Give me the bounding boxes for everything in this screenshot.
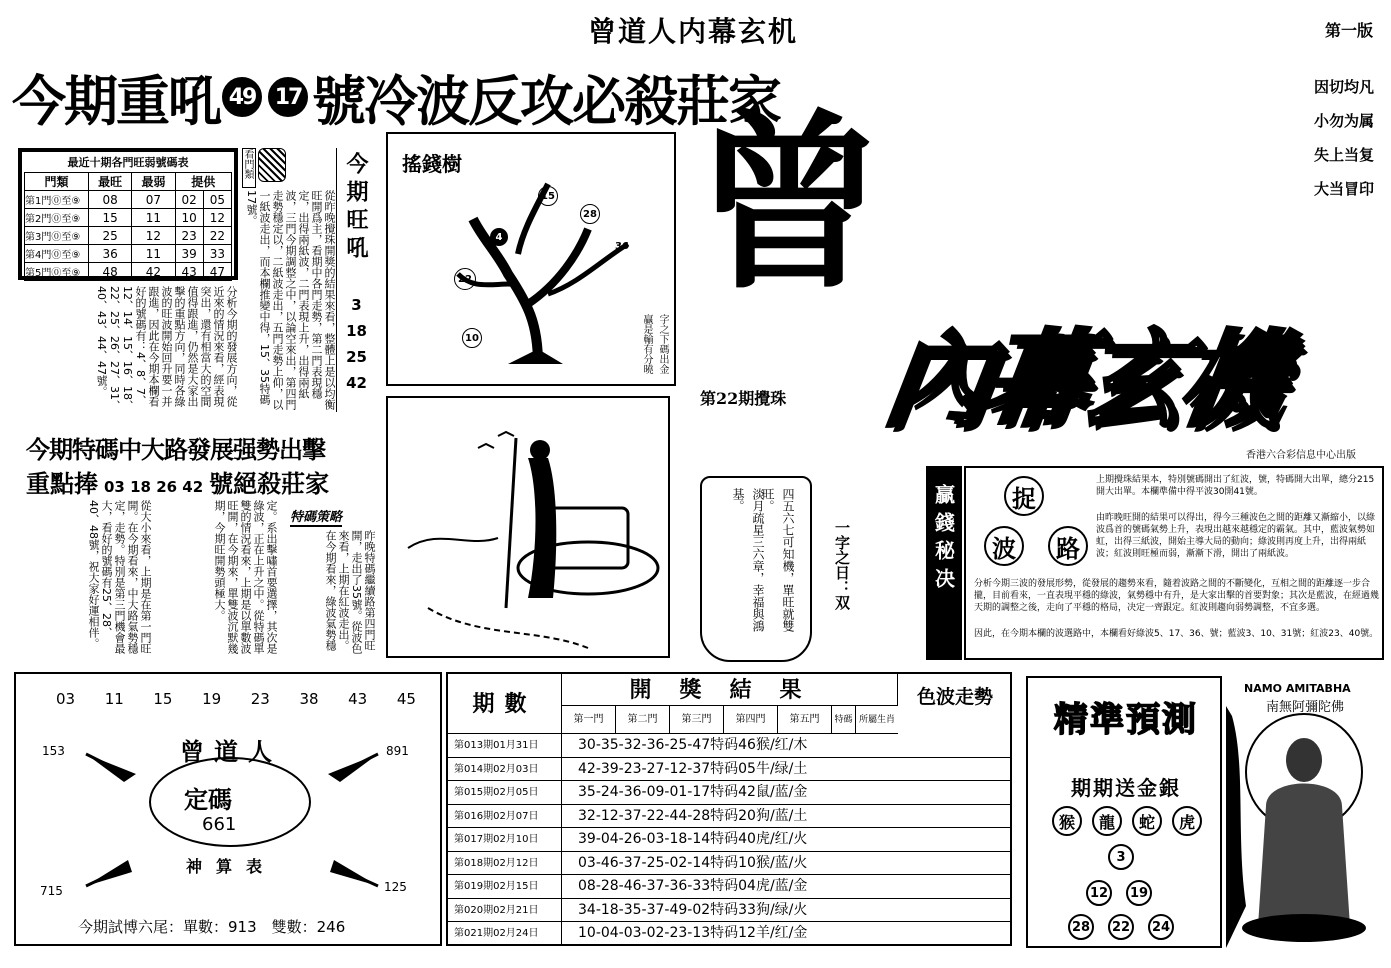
cell: 23	[175, 227, 203, 245]
secret-tag: 波	[984, 526, 1024, 566]
result-numbers: 39-04-26-03-18-14特码40虎/红/火	[578, 831, 808, 847]
tree-ball: 28	[580, 204, 600, 224]
row-label: 第2門⓪至⑨	[25, 209, 89, 227]
table-row	[448, 758, 1010, 782]
tree-ball: 15	[538, 186, 558, 206]
wang-hou-num: 3	[351, 296, 362, 314]
results-box	[446, 672, 1012, 946]
dingma-corner: 715	[40, 884, 63, 898]
wang-hou-box	[336, 148, 376, 412]
secret-side	[926, 466, 962, 660]
result-period: 第015期02月05日	[448, 781, 562, 804]
gold-art-title: 精準預測	[1054, 700, 1198, 740]
result-numbers: 35-24-36-09-01-17特码42鼠/蓝/金	[578, 784, 808, 800]
special-col-a: 昨晚特碼繼續路第四門旺開，走出了35號。從波色來看，上期在紅波走出。在今期看來，綠波氣勢穩	[324, 530, 376, 654]
cell: 11	[132, 245, 175, 263]
gold-ball: 12	[1086, 880, 1112, 906]
gold-ball: 19	[1126, 880, 1152, 906]
row-label: 第1門⓪至⑨	[25, 191, 89, 209]
results-col: 第五門	[778, 706, 832, 733]
zodiac-badge: 虎	[1172, 806, 1202, 836]
table-row	[448, 852, 1010, 876]
cell: 36	[89, 245, 132, 263]
result-numbers: 30-35-32-36-25-47特码46猴/红/木	[578, 737, 808, 753]
headline-num1: 49	[222, 77, 262, 117]
fisherman-art	[388, 398, 668, 656]
gold-ball: 24	[1148, 914, 1174, 940]
cell: 43	[175, 263, 203, 281]
money-tree-title: 搖錢樹	[402, 152, 462, 176]
headline-pre: 今期重吼	[12, 69, 220, 133]
cell: 25	[89, 227, 132, 245]
result-numbers: 42-39-23-27-12-37特码05牛/绿/土	[578, 760, 808, 777]
results-col: 第一門	[562, 706, 616, 733]
dingma-num: 03	[56, 690, 76, 708]
secret-side-label: 贏錢秘决	[931, 484, 956, 596]
result-numbers: 03-46-37-25-02-14特码10猴/蓝/火	[578, 854, 808, 871]
cell: 48	[89, 263, 132, 281]
wang-hou-num: 18	[346, 322, 367, 340]
buddha-figure	[1226, 676, 1382, 948]
table-row	[25, 209, 232, 227]
table-row	[448, 734, 1010, 758]
gold-ball: 3	[1108, 844, 1134, 870]
wang-hou-num: 25	[346, 348, 367, 366]
secret-p3: 分析今期三波的發展形勢，從發展的趨勢來看，隨着波路之間的不斷變化，互相之間的距離逐一步合攏，目前看來，一直表現平穩的綠波，氣勢穩中有升，是大家出擊的首要對象；其次是藍波，在經過幾天期的調整之後，走向了平穩的格局，决定一齊跟定。紅波則趨向弱勢調整，不宜多選。	[974, 579, 1380, 613]
right-motto	[1314, 70, 1382, 206]
table-row	[448, 922, 1010, 946]
buddha-box	[1226, 676, 1382, 948]
hot-table-header: 最旺	[89, 173, 132, 191]
dingma-title: 曾道人	[180, 737, 282, 766]
dingma-value: 661	[202, 814, 237, 835]
results-col: 特碼	[832, 706, 856, 733]
cell: 08	[89, 191, 132, 209]
results-rows	[448, 734, 1010, 946]
headline-post: 號冷波反攻必殺莊家	[312, 69, 780, 133]
special-line1: 今期特碼中大路發展强勢出擊	[26, 436, 325, 464]
hot-table-header: 最弱	[132, 173, 175, 191]
secret-tag: 路	[1048, 526, 1088, 566]
results-col: 第四門	[724, 706, 778, 733]
scroll-line2: 淡月疏星三六章，幸福與鴻基。	[731, 488, 765, 632]
results-col: 第二門	[616, 706, 670, 733]
results-period-label: 期數	[448, 674, 562, 734]
result-period: 第013期01月31日	[448, 734, 562, 757]
gold-ball: 22	[1108, 914, 1134, 940]
special-line2-pre: 重點捧	[26, 470, 98, 498]
wang-hou-num: 42	[346, 374, 367, 392]
hot-table-title: 最近十期各門旺弱號碼表	[67, 156, 189, 169]
result-period: 第019期02月15日	[448, 875, 562, 898]
table-row	[25, 245, 232, 263]
results-col: 所屬生肖	[858, 715, 895, 725]
special-line2	[26, 464, 329, 499]
hot-table-box	[18, 148, 238, 280]
secret-p4: 因此，在今期本欄的波選路中，本欄看好綠波5、17、36、號；藍波3、10、31號；紅波23、40號。	[974, 629, 1379, 639]
row-label: 第5門⓪至⑨	[25, 263, 89, 281]
secret-intro: 上期攪珠結果本，特別號碼開出了紅波，號，特碼開大出單，總分215開大出單。本欄準備中得平波30開41號。	[1096, 475, 1375, 497]
dingma-num: 19	[202, 690, 222, 708]
result-numbers: 34-18-35-37-49-02特码33狗/绿/火	[578, 901, 808, 918]
row-label: 第3門⓪至⑨	[25, 227, 89, 245]
analysis-text: 從昨晚攪珠開獎的結果來看，整體上是以均衡旺開爲主，看期中各門走勢，第二門表現穩定，出得兩紙波，二門表現上升，出得兩紙波，三門今期調整之中，以論空來出，第四門走勢穩定以，二紙波走出，五門走勢上仰，以一紙波走出，而本欄推變中得，15、35特碼17號。	[245, 190, 336, 410]
dingma-footer: 今期試博六尾：單數：913 雙數：246	[78, 918, 346, 936]
secret-tag: 捉	[1004, 476, 1044, 516]
special-col-c: 從大小來看，上期是在第一門旺開。在今期看來，中大路氣勢穩定，走勢。特別是第三門機會最大，看好的號碼有25、28、40、48號，祝大家好運相伴。	[87, 500, 152, 654]
dingma-num: 11	[104, 690, 124, 708]
cell: 33	[203, 245, 231, 263]
motto-line: 因切均凡	[1314, 78, 1375, 96]
gold-slogan: 期期送金銀	[1071, 776, 1181, 800]
result-period: 第020期02月21日	[448, 899, 562, 922]
masthead: 曾道人内幕玄机	[588, 15, 799, 48]
result-numbers: 32-12-37-22-44-28特码20狗/蓝/土	[578, 807, 808, 824]
gold-ball: 28	[1068, 914, 1094, 940]
table-row	[448, 781, 1010, 805]
dingma-num: 38	[299, 690, 319, 708]
big-character: 曾	[694, 92, 885, 315]
cell: 12	[132, 227, 175, 245]
dingma-num: 15	[153, 690, 173, 708]
wang-hou-title: 今期旺吼	[343, 152, 369, 264]
edition-label: 第一版	[1325, 21, 1374, 40]
hot-table-header: 門類	[25, 173, 89, 191]
results-title: 開獎結果	[562, 674, 898, 706]
zodiac-badge: 龍	[1092, 806, 1122, 836]
result-numbers: 10-04-03-02-23-13特码12羊/红/金	[578, 925, 808, 941]
table-row	[448, 805, 1010, 829]
tree-ball: 4	[490, 228, 508, 246]
dingma-sub: 神算表	[185, 857, 276, 876]
results-col: 第三門	[670, 706, 724, 733]
result-period: 第021期02月24日	[448, 922, 562, 946]
table-row	[448, 828, 1010, 852]
headline	[12, 62, 780, 132]
money-tree-box	[386, 132, 676, 386]
cell: 11	[132, 209, 175, 227]
dingma-num: 43	[348, 690, 368, 708]
cell: 05	[203, 191, 231, 209]
hand-icon	[258, 148, 286, 182]
cell: 47	[203, 263, 231, 281]
buddha-cn: 南無阿彌陀佛	[1266, 700, 1345, 715]
zodiac-badge: 蛇	[1132, 806, 1162, 836]
motto-line: 小勿为属	[1314, 112, 1375, 130]
cell: 22	[203, 227, 231, 245]
dingma-num: 45	[396, 690, 416, 708]
secret-box	[964, 466, 1384, 660]
scroll-box	[700, 476, 812, 662]
secret-p2: 由昨晚旺開的結果可以得出，得今三種波色之間的距離又漸縮小，以綠波爲首的號碼氣勢上升，表現出越來越穩定的霸氣。其中，藍波氣勢如虹，出得三紙波，開始主導大局的動向；綠波則再度上升，出得兩紙波；紅波則旺極而弱，漸漸下滑，開出了兩紙波。	[1096, 513, 1376, 559]
special-col-b: 定。系出擊嘯首要選擇，其次是綠波，正在上升之中。從特碼單雙的情況看來，上期是以單數波旺開，在今期來，單雙波沉默幾期，今期旺開勢頭極大。	[213, 500, 278, 654]
dingma-corner: 125	[384, 880, 407, 894]
headline-num2: 17	[268, 77, 308, 117]
result-period: 第017期02月10日	[448, 828, 562, 851]
cell: 15	[89, 209, 132, 227]
scroll-line1: 四五六七可知機，單旺就雙旺。	[761, 488, 795, 632]
table-row	[25, 227, 232, 245]
dingma-num: 23	[250, 690, 270, 708]
tree-caption: 第22期攪珠	[700, 389, 787, 408]
tree-ball: 10	[462, 328, 482, 348]
hot-table	[24, 172, 232, 281]
dingma-corner: 153	[42, 744, 65, 758]
cell: 07	[132, 191, 175, 209]
tree-ball: 22	[454, 268, 476, 290]
result-period: 第014期02月03日	[448, 758, 562, 781]
row-label: 第4門⓪至⑨	[25, 245, 89, 263]
motto-line: 大当冒印	[1314, 180, 1375, 198]
dingma-box	[14, 672, 442, 946]
table-row	[25, 191, 232, 209]
look-label: 看門類	[242, 148, 256, 188]
zodiac-badge: 猴	[1052, 806, 1082, 836]
riddle-label: 一字之日：双	[833, 520, 851, 610]
publisher: 香港六合彩信息中心出版	[1246, 450, 1356, 461]
cell: 10	[175, 209, 203, 227]
strategy-label: 特碼策略	[290, 506, 342, 527]
cell: 12	[203, 209, 231, 227]
analysis-text-2: 分析今期的發展方向，從近來的情況來看，經表現突出，還有相當大的空間值得跟進，仍然是大家出擊的重點方向，同時各綠波的旺波開始回升要一并跟進，因此在今期本欄看好的號碼有：4、8、7、12、14、15、16、18、22、25、26、27、31、40、43、44、47號。	[95, 286, 238, 411]
gold-box	[1026, 676, 1222, 948]
buddha-title: NAMO AMITABHA	[1244, 682, 1351, 695]
table-row	[448, 899, 1010, 923]
results-color-label: 色波走勢	[916, 686, 993, 708]
cell: 39	[175, 245, 203, 263]
results-cols	[562, 706, 898, 734]
dingma-corner: 891	[386, 744, 409, 758]
gold-zodiac-row	[1052, 806, 1202, 836]
cell: 42	[132, 263, 175, 281]
table-row	[448, 875, 1010, 899]
table-row	[25, 263, 232, 281]
result-period: 第016期02月07日	[448, 805, 562, 828]
result-period: 第018期02月12日	[448, 852, 562, 875]
brand-logo: 內幕玄機	[878, 319, 1288, 441]
tree-ball: 36	[615, 240, 629, 252]
tree-poem: 字之下碼出金贏是輸有分曉	[641, 314, 668, 374]
result-numbers: 08-28-46-37-36-33特码04虎/蓝/金	[578, 878, 808, 894]
special-line2-nums: 03 18 26 42	[104, 478, 204, 496]
dingma-label: 定碼	[184, 785, 232, 814]
fisherman-illustration	[386, 396, 670, 658]
cell: 02	[175, 191, 203, 209]
special-line2-post: 號絕殺莊家	[209, 470, 330, 498]
hot-table-header: 提供	[175, 173, 231, 191]
motto-line: 失上当复	[1314, 146, 1375, 164]
